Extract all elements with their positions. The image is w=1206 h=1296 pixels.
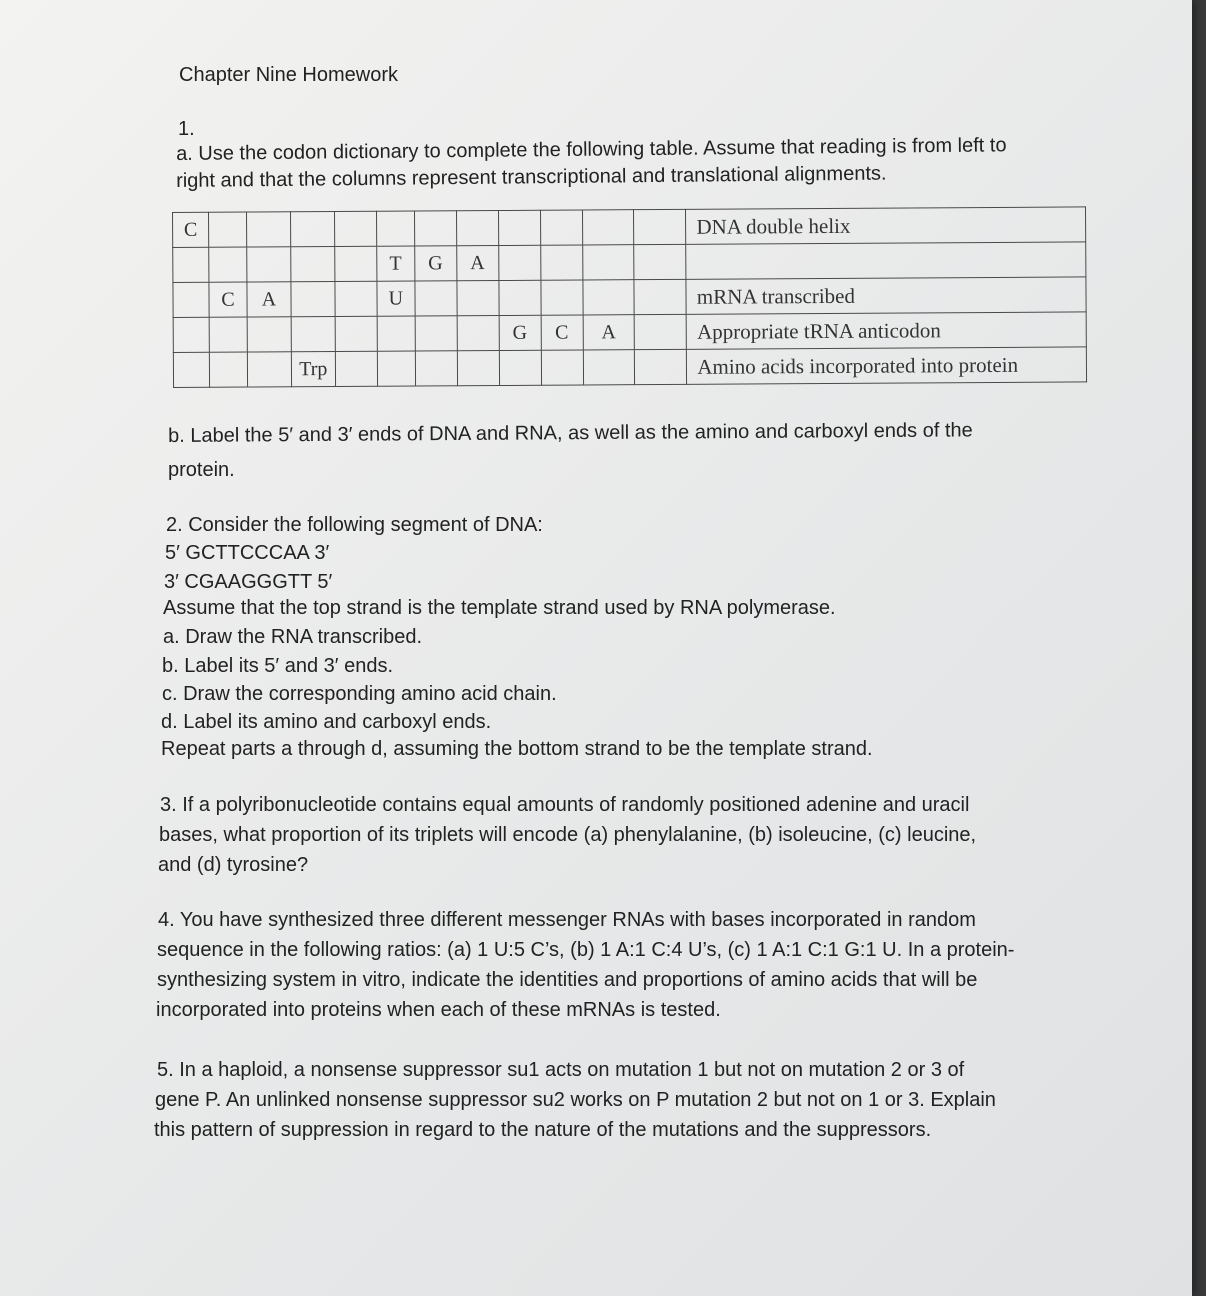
table-cell: [582, 210, 634, 245]
row-label: [686, 242, 1086, 279]
q2-repeat: Repeat parts a through d, assuming the bottom strand to be the template strand.: [161, 738, 873, 760]
table-cell: [415, 281, 457, 316]
table-cell: [540, 280, 582, 315]
table-cell: [634, 244, 686, 279]
q1b-line-1: b. Label the 5′ and 3′ ends of DNA and RNA, as well as the amino and carboxyl ends of the: [168, 419, 973, 447]
row-label: Amino acids incorporated into protein: [687, 347, 1087, 384]
table-cell: C: [173, 212, 209, 247]
table-cell: [173, 282, 209, 317]
table-cell: A: [247, 282, 291, 317]
table-cell: [335, 246, 377, 281]
row-label: Appropriate tRNA anticodon: [686, 312, 1086, 349]
table-cell: U: [377, 281, 415, 316]
table-cell: [377, 351, 415, 386]
q1a-line-1: a. Use the codon dictionary to complete the following table. Assume that reading is from left to: [176, 134, 1007, 165]
q2-line-1: 2. Consider the following segment of DNA:: [166, 514, 543, 536]
table-cell: [499, 280, 541, 315]
q5-line-2: gene P. An unlinked nonsense suppressor su2 works on P mutation 2 but not on 1 or 3. Explain: [155, 1089, 996, 1111]
table-cell: [173, 352, 209, 387]
q1b-line-2: protein.: [168, 459, 235, 481]
table-cell: [499, 350, 541, 385]
table-cell: [290, 212, 334, 247]
table-cell: [247, 352, 291, 387]
table-cell: [209, 352, 247, 387]
q1-number: 1.: [178, 118, 195, 140]
table-cell: [415, 351, 457, 386]
table-cell: [635, 314, 687, 349]
q5-line-1: 5. In a haploid, a nonsense suppressor su1 acts on mutation 1 but not on mutation 2 or 3 of: [157, 1059, 965, 1081]
table-cell: [635, 349, 687, 384]
table-cell: [583, 350, 635, 385]
table-row: [173, 312, 1086, 353]
q2-line-4: Assume that the top strand is the template strand used by RNA polymerase.: [163, 597, 836, 619]
table-cell: [376, 211, 414, 246]
table-cell: [377, 316, 415, 351]
q2-part-b: b. Label its 5′ and 3′ ends.: [162, 655, 393, 677]
table-row: [173, 277, 1086, 318]
table-cell: [634, 279, 686, 314]
q4-line-3: synthesizing system in vitro, indicate the identities and proportions of amino acids that will be: [157, 969, 978, 991]
table-cell: A: [583, 315, 635, 350]
table-cell: [541, 350, 583, 385]
table-row: [173, 347, 1086, 388]
row-label: mRNA transcribed: [686, 277, 1086, 314]
table-cell: [540, 210, 582, 245]
q3-line-2: bases, what proportion of its triplets will encode (a) phenylalanine, (b) isoleucine, (c) leucine,: [159, 824, 977, 846]
table-cell: [209, 317, 247, 352]
table-cell: [415, 316, 457, 351]
table-cell: [498, 245, 540, 280]
table-cell: [582, 280, 634, 315]
table-cell: [291, 247, 335, 282]
table-cell: G: [499, 315, 541, 350]
table-cell: [540, 245, 582, 280]
table-cell: A: [456, 246, 498, 281]
page-title: Chapter Nine Homework: [179, 64, 398, 86]
table-cell: [208, 212, 246, 247]
row-label: DNA double helix: [686, 207, 1086, 244]
table-cell: [291, 282, 335, 317]
table-cell: [634, 209, 686, 244]
table-cell: [334, 211, 376, 246]
table-cell: T: [376, 246, 414, 281]
q4-line-4: incorporated into proteins when each of these mRNAs is tested.: [156, 999, 721, 1021]
table-cell: [173, 247, 209, 282]
q4-line-2: sequence in the following ratios: (a) 1 U:5 C’s, (b) 1 A:1 C:4 U’s, (c) 1 A:1 C:1 G:1 U. In a protein-: [157, 939, 1015, 961]
q2-bottom-strand: 3′ CGAAGGGTT 5′: [164, 571, 333, 593]
table-cell: Trp: [291, 352, 335, 387]
table-row: [173, 242, 1086, 283]
q3-line-3: and (d) tyrosine?: [158, 854, 309, 876]
table-cell: [457, 281, 499, 316]
table-cell: [247, 247, 291, 282]
table-row: [173, 207, 1086, 248]
q2-part-d: d. Label its amino and carboxyl ends.: [161, 711, 492, 733]
q5-line-3: this pattern of suppression in regard to the nature of the mutations and the suppressors.: [154, 1119, 932, 1141]
q2-part-a: a. Draw the RNA transcribed.: [163, 626, 422, 648]
q1a-line-2: right and that the columns represent transcriptional and translational alignments.: [176, 162, 887, 192]
table-cell: [582, 245, 634, 280]
q3-line-1: 3. If a polyribonucleotide contains equal amounts of randomly positioned adenine and uracil: [160, 794, 970, 816]
table-cell: [457, 351, 499, 386]
table-cell: [498, 210, 540, 245]
table-cell: C: [541, 315, 583, 350]
table-cell: [247, 317, 291, 352]
table-cell: [246, 212, 290, 247]
table-cell: [335, 316, 377, 351]
table-cell: [291, 317, 335, 352]
table-cell: C: [209, 282, 247, 317]
table-cell: [173, 317, 209, 352]
table-cell: [414, 211, 456, 246]
table-cell: [335, 351, 377, 386]
table-cell: G: [414, 246, 456, 281]
table-cell: [456, 211, 498, 246]
table-cell: [335, 281, 377, 316]
q4-line-1: 4. You have synthesized three different messenger RNAs with bases incorporated in random: [158, 909, 976, 931]
table-cell: [209, 247, 247, 282]
q2-top-strand: 5′ GCTTCCCAA 3′: [165, 542, 330, 564]
table-cell: [457, 316, 499, 351]
q2-part-c: c. Draw the corresponding amino acid chain.: [162, 683, 557, 705]
codon-table: [172, 206, 1087, 388]
